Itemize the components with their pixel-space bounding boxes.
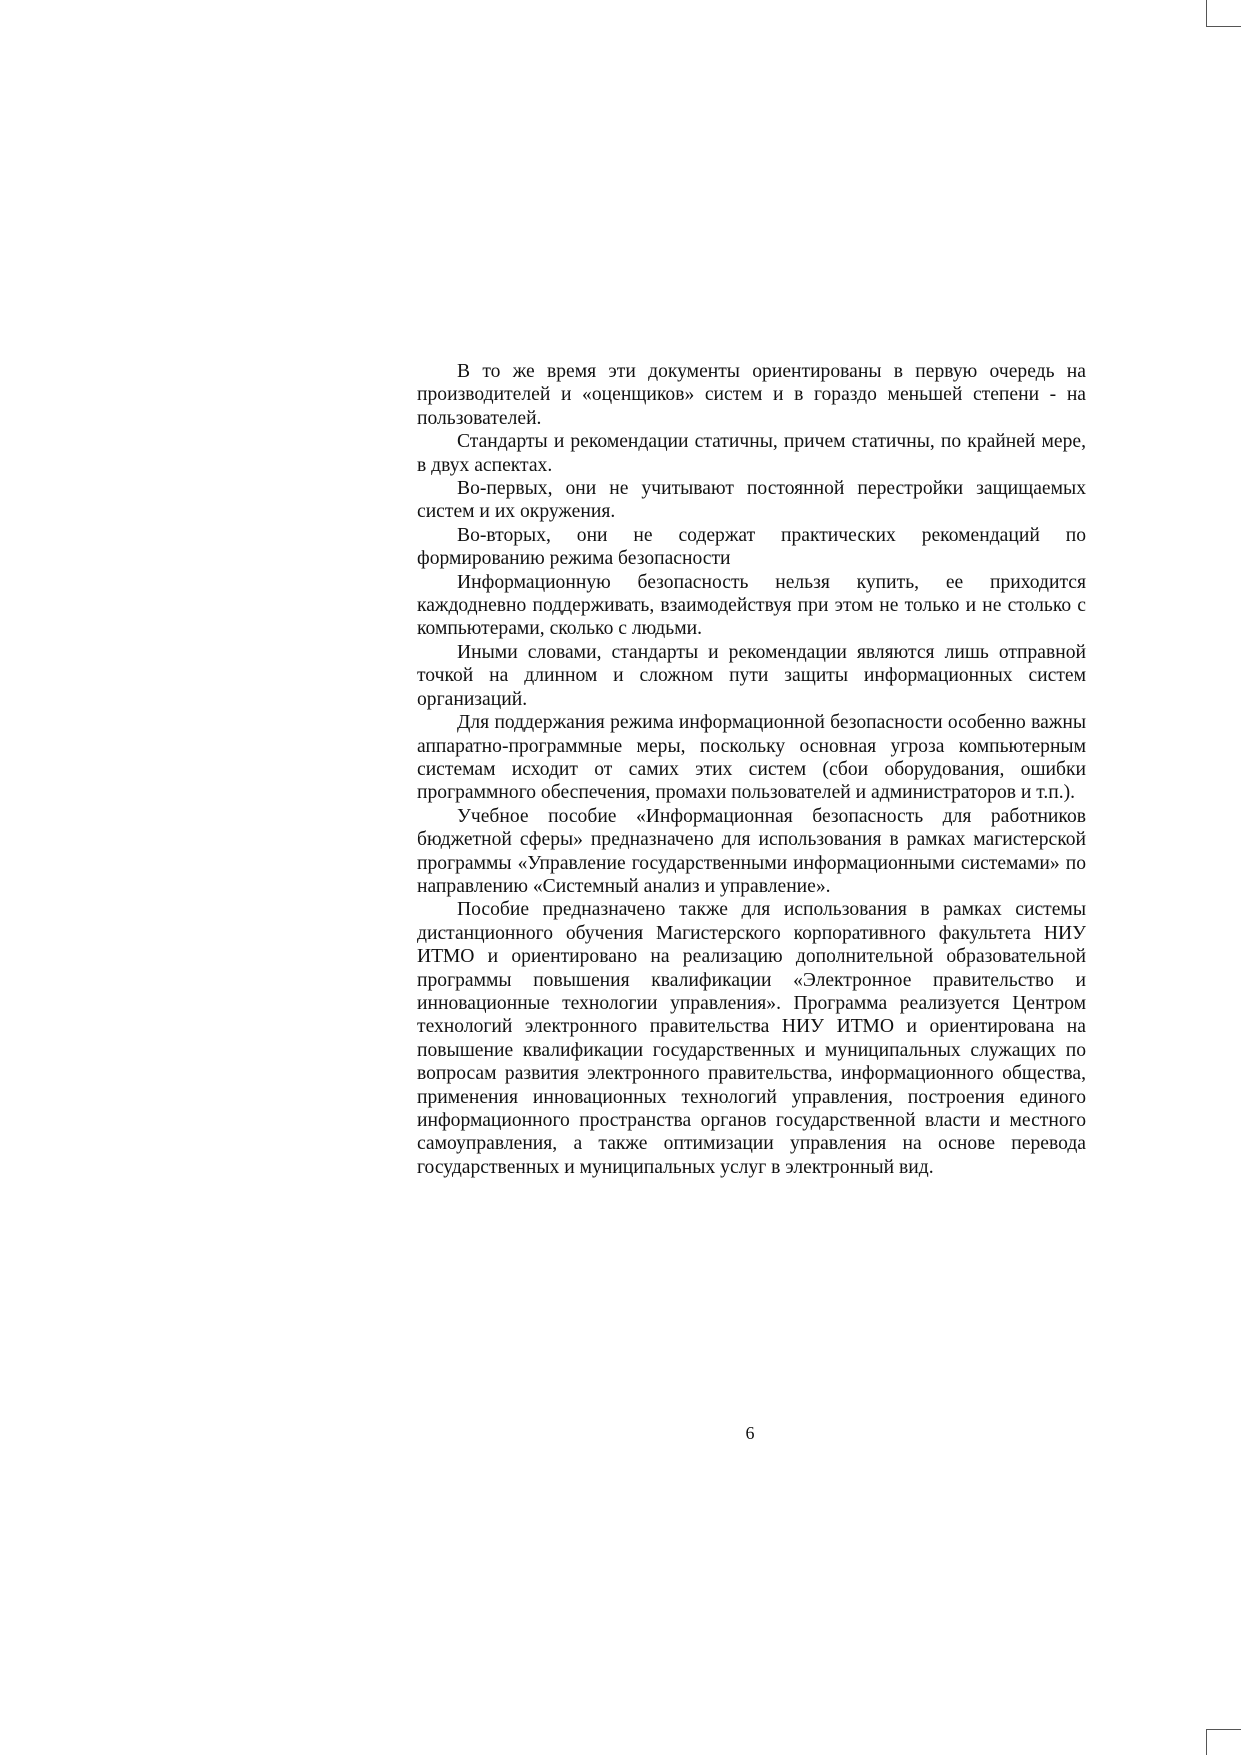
body-text (417, 360, 1086, 1179)
paragraph: В то же время эти документы ориентированы в первую очередь на производителей и «оценщиков» систем и в гораздо меньшей степени - на пользователей. (417, 361, 1086, 429)
crop-mark-bottom-vertical (1206, 1729, 1207, 1755)
paragraph: Для поддержания режима информационной безопасности особенно важны аппаратно-программные меры, поскольку основная угроза компьютерным системам исходит от самих этих систем (сбои оборудования, ошибки программного обеспечения, промахи пользователей и администраторов и т.п.). (417, 712, 1086, 804)
crop-mark-top-vertical (1206, 0, 1207, 26)
paragraph: Информационную безопасность нельзя купить, ее приходится каждодневно поддерживать, взаимодействуя при этом не только и не столько с компьютерами, сколько с людьми. (417, 571, 1086, 640)
paragraph: Во-вторых, они не содержат практических рекомендаций по формированию режима безопасности (417, 524, 1086, 570)
paragraph: Иными словами, стандарты и рекомендации являются лишь отправной точкой на длинном и сложном пути защиты информационных систем организаций. (417, 641, 1086, 710)
paragraph: Во-первых, они не учитывают постоянной перестройки защищаемых систем и их окружения. (417, 478, 1086, 523)
page-number: 6 (745, 1423, 755, 1443)
paragraph: Учебное пособие «Информационная безопасность для работников бюджетной сферы» предназначено для использования в рамках магистерской программы «Управление государственными информационными системами» по направлению «Системный анализ и управление». (417, 805, 1086, 897)
paragraph: Стандарты и рекомендации статичны, причем статичны, по крайней мере, в двух аспектах. (417, 431, 1086, 476)
paragraph: Пособие предназначено также для использования в рамках системы дистанционного обучения Магистерского корпоративного факультета НИУ ИТМО и ориентировано на реализацию дополнительной образовательной программы повышения квалификации «Электронное правительство и инновационные технологии управления». Программа реализуется Центром технологий электронного правительства НИУ ИТМО и ориентирована на повышение квалификации государственных и муниципальных служащих по вопросам развития электронного правительства, информационного общества, применения инновационных технологий управления, построения единого информационного пространства органов государственной власти и местного самоуправления, а также оптимизации управления на основе перевода государственных и муниципальных услуг в электронный вид. (417, 899, 1086, 1178)
crop-mark-top-horizontal (1206, 26, 1241, 27)
crop-mark-bottom-horizontal (1206, 1729, 1241, 1730)
